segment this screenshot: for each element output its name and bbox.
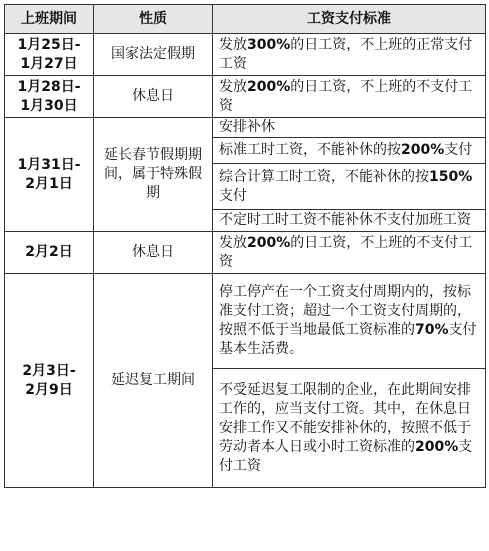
table-body [5, 34, 486, 488]
standard-cell [213, 118, 486, 138]
standard-text: 支付基本生活费。 [219, 322, 477, 357]
nature-cell: 休息日 [94, 76, 213, 118]
period-text: 2月1日 [25, 175, 73, 192]
header-period: 上班期间 [5, 5, 94, 34]
percentage-text: 300% [247, 36, 291, 53]
standard-cell [213, 369, 486, 488]
standard-text: 的日工资，不上班的不支付工资 [219, 234, 473, 270]
header-row [5, 5, 486, 34]
standard-cell [213, 164, 486, 210]
standard-text: 的日工资，不上班的正常支付工资 [219, 36, 473, 72]
nature-cell: 国家法定假期 [94, 34, 213, 76]
standard-cell [213, 34, 486, 76]
standard-text: 停工停产在一个工资支付周期内的，按标准支付工资；超过一个工资支付周期的，按照不低于当地最低工资标准的 [219, 284, 471, 338]
standard-text: 的日工资，不上班的不支付工资 [219, 78, 473, 114]
period-cell [5, 76, 94, 118]
table-row [5, 76, 486, 118]
table-row [5, 232, 486, 274]
wage-payment-table [4, 4, 486, 488]
percentage-text: 200% [401, 142, 445, 158]
percentage-text: 200% [247, 234, 291, 251]
standard-text: 不受延迟复工限制的企业，在此期间安排工作的，应当支付工资。其中，在休息日安排工作又不能安排补休的，按照不低于劳动者本人日或小时工资标准的 [219, 381, 471, 455]
percentage-text: 200% [247, 78, 291, 95]
period-text: 2月2日 [25, 244, 73, 260]
table-row [5, 118, 486, 138]
standard-text: 支付 [444, 142, 473, 158]
standard-cell [213, 138, 486, 164]
percentage-text: 150% [429, 168, 473, 185]
standard-cell [213, 76, 486, 118]
standard-cell [213, 210, 486, 232]
nature-cell: 延迟复工期间 [94, 274, 213, 488]
percentage-text: 200% [415, 438, 459, 455]
standard-text: 发放 [219, 78, 247, 95]
period-text: 1月31日- [17, 156, 81, 173]
standard-text: 综合计算工时工资，不能补休的按 [219, 168, 429, 185]
nature-cell: 延长春节假期期间，属于特殊假期 [94, 118, 213, 232]
period-cell [5, 274, 94, 488]
standard-text: 支付 [219, 187, 247, 204]
percentage-text: 70% [415, 322, 449, 338]
header-standard: 工资支付标准 [213, 5, 486, 34]
standard-text: 支付工资 [219, 438, 473, 474]
standard-cell [213, 274, 486, 369]
header-nature: 性质 [94, 5, 213, 34]
table-row [5, 274, 486, 369]
standard-cell [213, 232, 486, 274]
period-text: 1月30日 [20, 97, 78, 114]
period-cell [5, 232, 94, 274]
standard-text: 发放 [219, 36, 247, 53]
standard-text: 安排补休 [219, 119, 275, 135]
standard-text: 发放 [219, 234, 247, 251]
table-row [5, 34, 486, 76]
period-text: 1月28日- [17, 78, 81, 95]
period-text: 2月3日- [22, 362, 76, 379]
nature-cell: 休息日 [94, 232, 213, 274]
period-text: 1月25日- [17, 36, 81, 53]
period-text: 2月9日 [25, 381, 73, 398]
standard-text: 不定时工时工资不能补休不支付加班工资 [219, 212, 471, 228]
period-cell [5, 34, 94, 76]
period-cell [5, 118, 94, 232]
period-text: 1月27日 [20, 55, 78, 72]
standard-text: 标准工时工资，不能补休的按 [219, 142, 401, 158]
